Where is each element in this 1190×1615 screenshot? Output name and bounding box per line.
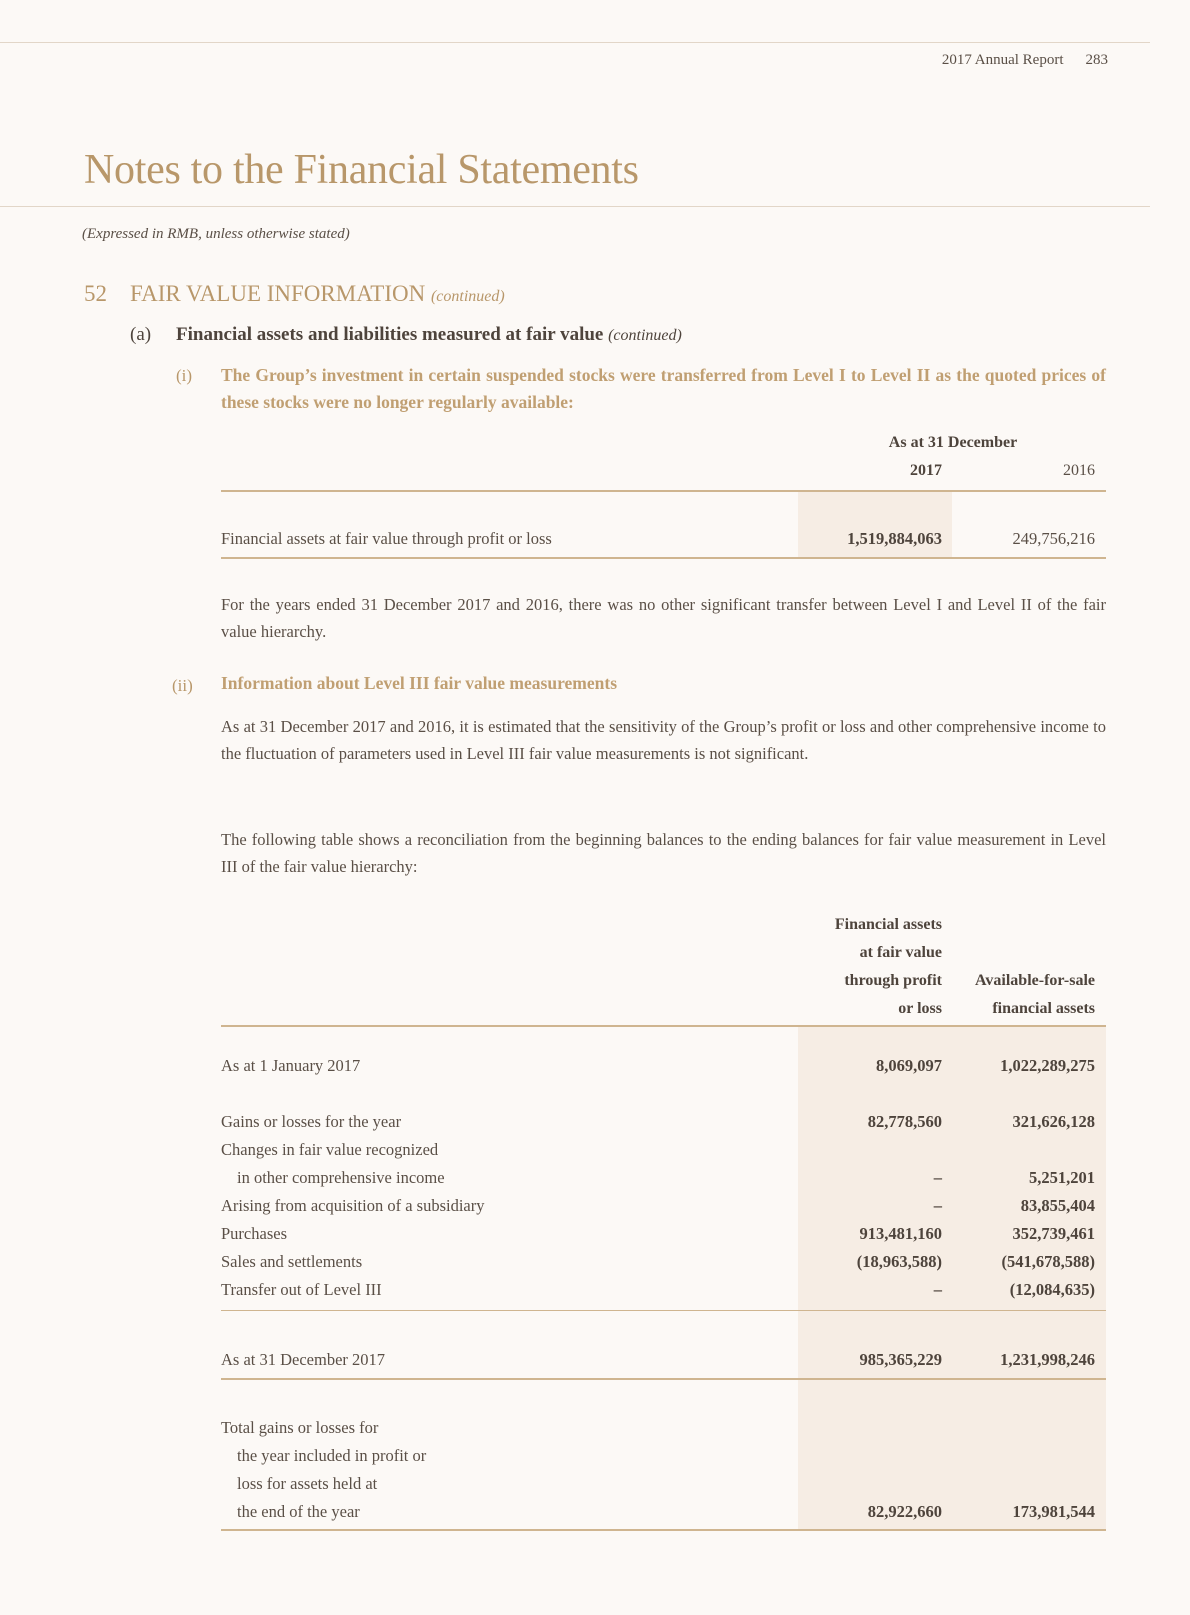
- section-title: FAIR VALUE INFORMATION: [130, 281, 426, 306]
- reconciliation-intro: The following table shows a reconciliation from the beginning balances to the ending balances for fair value measurement in Level III of the fair value hierarchy:: [221, 830, 1106, 876]
- value-fvtpl: 985,365,229: [859, 1350, 942, 1369]
- table1-header-2017: 2017: [910, 462, 942, 479]
- subsection-label: (a): [130, 324, 152, 345]
- row-label: the end of the year: [237, 1502, 360, 1521]
- table2-header-fvtpl: [790, 911, 942, 1023]
- table-row: [221, 1164, 1106, 1192]
- report-label: 2017 Annual Report: [941, 52, 1064, 68]
- currency-note: (Expressed in RMB, unless otherwise stated): [82, 226, 350, 242]
- table-row: [221, 1276, 1106, 1304]
- item-ii-label: (ii): [172, 676, 193, 695]
- row-label: Sales and settlements: [221, 1252, 363, 1271]
- value-fvtpl: 82,778,560: [867, 1112, 942, 1131]
- row-label: Total gains or losses for: [221, 1418, 379, 1437]
- section-continued: (continued): [430, 288, 505, 305]
- table-row: [221, 1470, 1106, 1498]
- table2-closing-rule: [221, 1378, 1106, 1380]
- table1-value-2017: 1,519,884,063: [847, 529, 942, 548]
- value-fvtpl: –: [933, 1196, 942, 1215]
- header-line: Available-for-sale: [975, 972, 1095, 989]
- table1-bottom-rule: [221, 557, 1106, 559]
- row-label: As at 1 January 2017: [221, 1056, 361, 1075]
- row-label: Arising from acquisition of a subsidiary: [221, 1196, 485, 1215]
- value-afs: 5,251,201: [1029, 1168, 1095, 1187]
- header-line: Financial assets: [834, 916, 942, 933]
- section-heading: [84, 281, 505, 307]
- running-header: [942, 52, 1108, 69]
- value-afs: 352,739,461: [1012, 1224, 1095, 1243]
- page-title: Notes to the Financial Statements: [84, 147, 639, 193]
- table-row: [221, 1414, 1106, 1442]
- table1-header-2016: 2016: [1063, 462, 1095, 479]
- value-afs: (12,084,635): [1009, 1280, 1095, 1299]
- sensitivity-paragraph: As at 31 December 2017 and 2016, it is estimated that the sensitivity of the Group’s profit or loss and other comprehensive income to the fluctuation of parameters used in Level III fair value measurements is not significant.: [221, 717, 1106, 763]
- table-row: [221, 1346, 1106, 1374]
- table-row: [221, 1498, 1106, 1526]
- value-afs: (541,678,588): [1001, 1252, 1095, 1271]
- table2-header-rule: [221, 1025, 1106, 1027]
- value-afs: 1,231,998,246: [1000, 1350, 1095, 1369]
- table-row: [221, 1442, 1106, 1470]
- table2-bottom-rule: [221, 1529, 1106, 1531]
- table-row: [221, 1248, 1106, 1276]
- value-afs: 1,022,289,275: [1000, 1056, 1095, 1075]
- value-afs: 83,855,404: [1020, 1196, 1095, 1215]
- row-label: As at 31 December 2017: [221, 1350, 386, 1369]
- subsection-continued: (continued): [608, 327, 682, 344]
- table2-header-afs: [948, 967, 1095, 1023]
- header-line: financial assets: [992, 1000, 1095, 1017]
- value-fvtpl: –: [933, 1168, 942, 1187]
- value-afs: 321,626,128: [1012, 1112, 1095, 1131]
- header-line: at fair value: [859, 944, 942, 961]
- item-i-label: (i): [176, 366, 193, 385]
- value-fvtpl: 913,481,160: [859, 1224, 942, 1243]
- table1-value-2016: 249,756,216: [1012, 529, 1095, 548]
- header-line: or loss: [898, 1000, 942, 1017]
- section-number: 52: [84, 281, 107, 306]
- table-row: [221, 1220, 1106, 1248]
- item-ii-heading: Information about Level III fair value measurements: [221, 673, 618, 693]
- transfer-note: For the years ended 31 December 2017 and 2016, there was no other significant transfer between Level I and Level II of the fair value hierarchy.: [221, 595, 1106, 641]
- value-afs: 173,981,544: [1012, 1502, 1095, 1521]
- row-label: Transfer out of Level III: [221, 1280, 382, 1299]
- top-rule: [0, 42, 1150, 43]
- page-number: 283: [1085, 52, 1108, 68]
- table-row: [221, 1136, 1106, 1164]
- subsection-heading: [130, 324, 682, 346]
- value-fvtpl: (18,963,588): [856, 1252, 942, 1271]
- table-row: [221, 1052, 1106, 1080]
- value-fvtpl: 8,069,097: [876, 1056, 942, 1075]
- value-fvtpl: –: [933, 1280, 942, 1299]
- subsection-title: Financial assets and liabilities measured at fair value: [176, 324, 604, 345]
- table2-subtotal-rule: [221, 1310, 1106, 1311]
- header-line: through profit: [844, 972, 942, 989]
- table1-row-label: Financial assets at fair value through profit or loss: [221, 529, 552, 548]
- row-label: the year included in profit or: [237, 1446, 427, 1465]
- row-label: Gains or losses for the year: [221, 1112, 402, 1131]
- value-fvtpl: 82,922,660: [867, 1502, 942, 1521]
- table-row: [221, 1192, 1106, 1220]
- row-label: Purchases: [221, 1224, 287, 1243]
- row-label: in other comprehensive income: [237, 1168, 445, 1187]
- table-row: [221, 1108, 1106, 1136]
- table1-group-header: As at 31 December: [888, 434, 1018, 451]
- item-i-heading: The Group’s investment in certain suspended stocks were transferred from Level I to Level II as the quoted prices of these stocks were no longer regularly available:: [221, 365, 1106, 412]
- title-rule: [0, 206, 1150, 207]
- row-label: loss for assets held at: [237, 1474, 378, 1493]
- row-label: Changes in fair value recognized: [221, 1140, 439, 1159]
- table1-header-rule: [221, 490, 1106, 492]
